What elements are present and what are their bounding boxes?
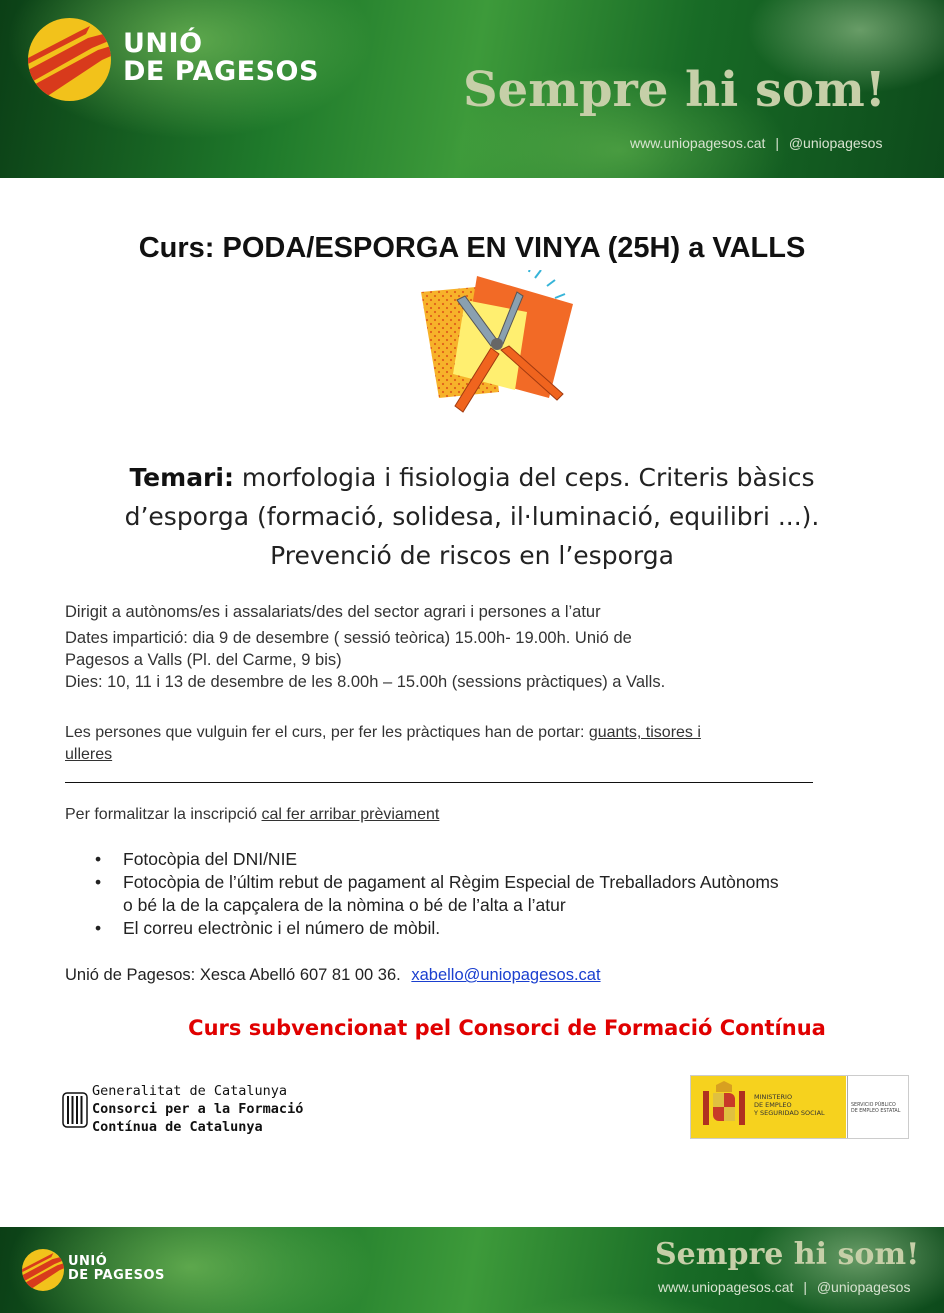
- ministerio-line3: Y SEGURIDAD SOCIAL: [754, 1109, 825, 1117]
- footer-logo-text: [68, 1255, 165, 1282]
- generalitat-line3: Contínua de Catalunya: [92, 1119, 263, 1135]
- unio-pagesos-logo-icon: [28, 18, 111, 101]
- header-web-line: [630, 135, 882, 151]
- list-item: • Fotocòpia del DNI/NIE: [95, 848, 865, 871]
- footer-social-handle[interactable]: @uniopagesos: [816, 1279, 911, 1295]
- sepe-line1: SERVICIO PÚBLICO: [851, 1103, 896, 1108]
- list-item-line2: o bé la de la capçalera de la nòmina o bé de l’alta a l’atur: [123, 895, 566, 915]
- dates-line1: Dates impartició: dia 9 de desembre ( sessió teòrica) 15.00h- 19.00h. Unió de: [65, 629, 632, 647]
- sepe-text: [851, 1103, 900, 1115]
- inscription-prefix: Per formalitzar la inscripció: [65, 806, 258, 823]
- footer-logo-line2: DE PAGESOS: [68, 1267, 165, 1283]
- sepe-line2: DE EMPLEO ESTATAL: [851, 1109, 901, 1114]
- footer-logo-icon: [22, 1249, 64, 1291]
- generalitat-text: [92, 1082, 303, 1136]
- footer-web-line: [658, 1279, 910, 1295]
- course-title: Curs: PODA/ESPORGA EN VINYA (25H) a VALLS: [138, 232, 806, 264]
- generalitat-line1: Generalitat de Catalunya: [92, 1083, 288, 1099]
- syllabus-line1: [60, 458, 884, 497]
- days-line: Dies: 10, 11 i 13 de desembre de les 8.00h – 15.00h (sessions pràctiques) a Valls.: [65, 673, 666, 691]
- list-item-line1: • Fotocòpia de l’últim rebut de pagament al Règim Especial de Treballadors Autònoms: [123, 872, 779, 892]
- syllabus-line2: d’esporga (formació, solidesa, il·luminació, equilibri ...).: [124, 502, 820, 531]
- ministerio-logo: [690, 1075, 909, 1139]
- ministerio-logo-background: [691, 1076, 846, 1138]
- requirements-items-2: ulleres: [65, 746, 113, 763]
- contact-text: Unió de Pagesos: Xesca Abelló 607 81 00 36.: [65, 966, 401, 984]
- header-separator: |: [775, 135, 779, 151]
- footer-banner: [0, 1227, 944, 1313]
- header-logo-line2: DE PAGESOS: [123, 56, 319, 88]
- contact-line: [65, 966, 601, 985]
- ministerio-line2: DE EMPLEO: [754, 1101, 792, 1109]
- list-item: • El correu electrònic i el número de mòbil.: [95, 917, 865, 940]
- requirements-prefix: Les persones que vulguin fer el curs, per fer les pràctiques han de portar:: [65, 724, 585, 741]
- spain-coat-of-arms-icon: [699, 1081, 749, 1133]
- ministerio-text: [754, 1093, 825, 1117]
- syllabus: [60, 458, 884, 575]
- requirements: [65, 722, 865, 766]
- inscription-underlined: cal fer arribar prèviament: [261, 806, 440, 823]
- requirements-items: guants, tisores i: [588, 724, 701, 741]
- syllabus-text1: morfologia i fisiologia del ceps. Criteris bàsics: [241, 463, 815, 492]
- ministerio-separator: [847, 1076, 848, 1138]
- footer-separator: |: [803, 1279, 807, 1295]
- header-banner: [0, 0, 944, 178]
- header-logo-text: [123, 30, 319, 87]
- pruning-shears-clipart-icon: [417, 270, 577, 418]
- syllabus-label: Temari:: [129, 463, 234, 492]
- header-social-handle[interactable]: @uniopagesos: [788, 135, 883, 151]
- header-slogan: Sempre hi som!: [463, 62, 886, 118]
- contact-email-link[interactable]: xabello@uniopagesos.cat: [411, 966, 601, 984]
- generalitat-emblem-icon: [62, 1082, 88, 1138]
- header-logo-line1: UNIÓ: [123, 28, 203, 59]
- generalitat-line2: Consorci per a la Formació: [92, 1101, 304, 1117]
- subsidy-notice: Curs subvencionat pel Consorci de Formació Contínua: [188, 1016, 826, 1040]
- requirements-line1: [65, 722, 865, 744]
- dates-line2: Pagesos a Valls (Pl. del Carme, 9 bis): [65, 651, 342, 669]
- dates-block: [65, 627, 865, 693]
- inscription-heading: [65, 804, 865, 826]
- target-audience: Dirigit a autònoms/es i assalariats/des del sector agrari i persones a l’atur: [65, 603, 601, 621]
- list-item: [95, 871, 865, 917]
- ministerio-line1: MINISTERIO: [754, 1093, 793, 1101]
- footer-logo-line1: UNIÓ: [68, 1254, 108, 1269]
- header-web-link[interactable]: www.uniopagesos.cat: [630, 135, 766, 151]
- footer-slogan: Sempre hi som!: [655, 1237, 920, 1272]
- syllabus-line3: Prevenció de riscos en l’esporga: [270, 541, 674, 570]
- footer-web-link[interactable]: www.uniopagesos.cat: [658, 1279, 794, 1295]
- divider: [65, 782, 813, 783]
- inscription-list: [95, 848, 865, 940]
